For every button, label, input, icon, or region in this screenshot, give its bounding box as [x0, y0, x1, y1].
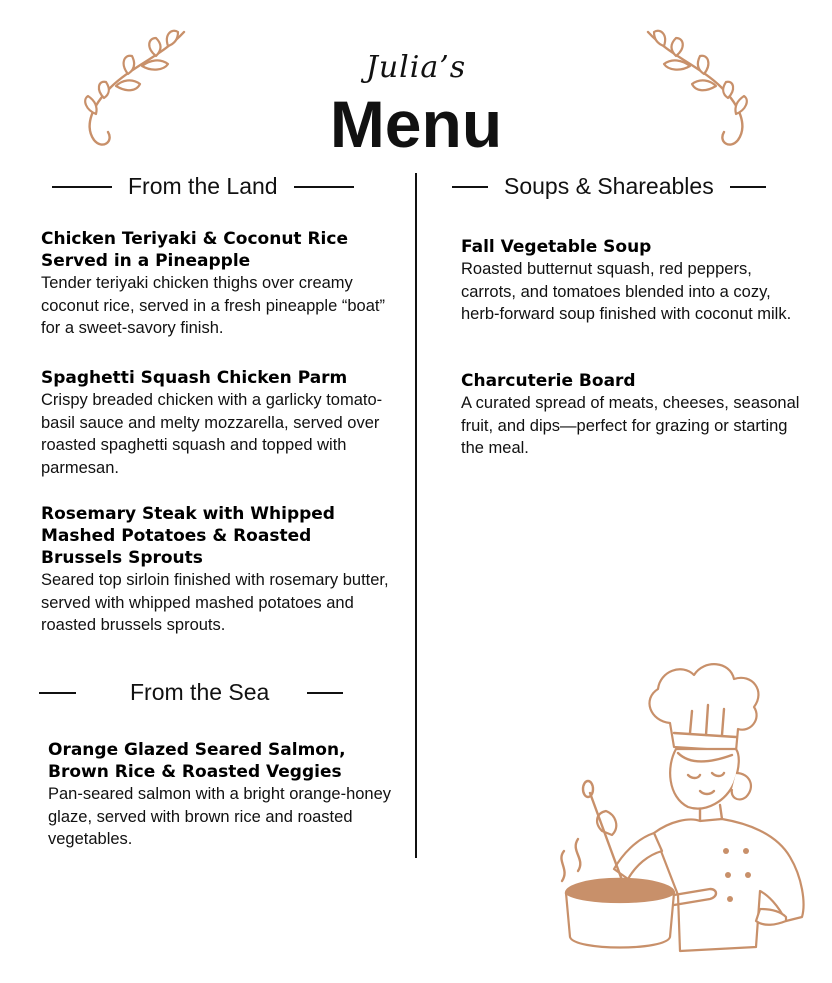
page-title: Menu: [329, 87, 503, 161]
menu-item-name: Charcuterie Board: [461, 371, 636, 391]
menu-item-description: Crispy breaded chicken with a garlicky tomato-basil sauce and melty mozzarella, served over roasted spaghetti squash and topped with parmesan.: [41, 391, 383, 477]
menu-item-name: Orange Glazed Seared Salmon, Brown Rice & Roasted Veggies: [48, 740, 346, 782]
menu-item: [41, 228, 391, 340]
chef-cooking-illustration: [550, 655, 815, 955]
menu-item: [41, 367, 391, 479]
menu-item-description: Pan-seared salmon with a bright orange-honey glaze, served with brown rice and roasted vegetables.: [48, 785, 392, 848]
heading-rule-right: [730, 186, 766, 188]
section-heading-sea: [39, 679, 369, 706]
menu-item: [461, 236, 811, 326]
section-heading-label: From the Sea: [130, 679, 270, 705]
menu-item-name: Fall Vegetable Soup: [461, 237, 652, 257]
menu-item-name: Spaghetti Squash Chicken Parm: [41, 368, 348, 388]
menu-item: [41, 503, 391, 637]
heading-rule-right: [294, 186, 354, 188]
menu-subtitle: Julia’s: [365, 50, 467, 85]
section-heading-label: Soups & Shareables: [504, 173, 714, 199]
heading-rule-left: [52, 186, 112, 188]
menu-item: [461, 370, 811, 460]
menu-item-description: Seared top sirloin finished with rosemary butter, served with whipped mashed potatoes and roasted brussels sprouts.: [41, 571, 389, 634]
column-divider: [415, 173, 417, 858]
heading-rule-left: [452, 186, 488, 188]
menu-item: [48, 739, 393, 851]
menu-item-name: Chicken Teriyaki & Coconut Rice Served in a Pineapple: [41, 229, 348, 271]
heading-rule-right: [307, 692, 343, 694]
menu-item-description: Roasted butternut squash, red peppers, carrots, and tomatoes blended into a cozy, herb-forward soup finished with coconut milk.: [461, 260, 792, 323]
section-heading-land: [52, 173, 368, 200]
menu-item-name: Rosemary Steak with Whipped Mashed Potatoes & Roasted Brussels Sprouts: [41, 504, 335, 568]
section-heading-label: From the Land: [128, 173, 278, 199]
heading-rule-left: [39, 692, 76, 694]
section-heading-soups: [452, 173, 782, 200]
menu-item-description: A curated spread of meats, cheeses, seasonal fruit, and dips—perfect for grazing or starting the meal.: [461, 394, 800, 457]
menu-item-description: Tender teriyaki chicken thighs over creamy coconut rice, served in a fresh pineapple “boat” for a sweet-savory finish.: [41, 274, 385, 337]
